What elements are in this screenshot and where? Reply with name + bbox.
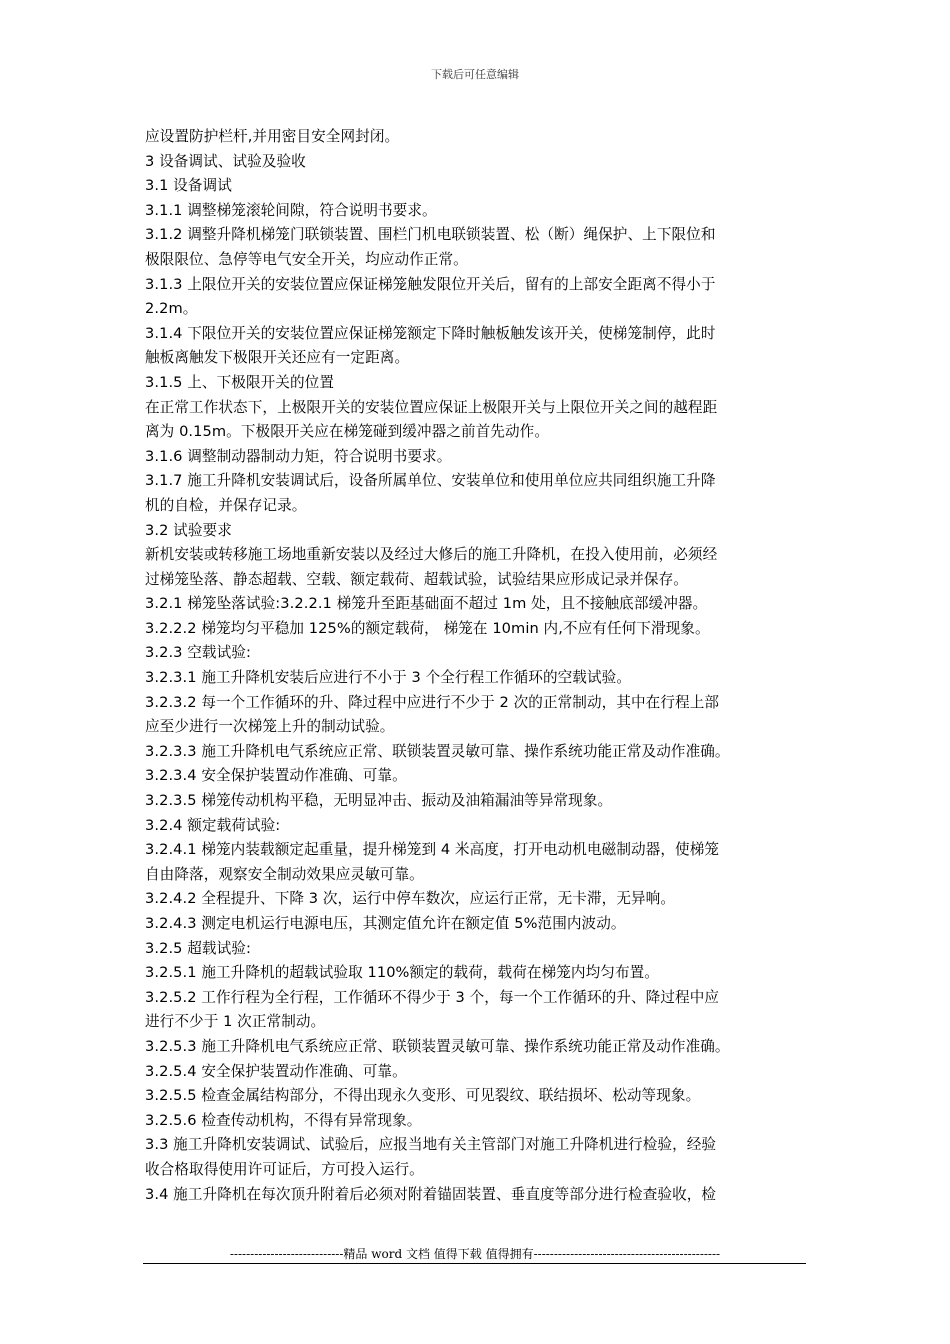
text-line: 3 设备调试、试验及验收 (145, 152, 306, 170)
text-line: 3.2.4 额定载荷试验: (145, 816, 281, 834)
text-line: 3.2.3.3 施工升降机电气系统应正常、联锁装置灵敏可靠、操作系统功能正常及动作准确。 (145, 742, 730, 760)
text-line: 3.2.3.5 梯笼传动机构平稳，无明显冲击、振动及油箱漏油等异常现象。 (145, 792, 613, 810)
text-line: 3.3 施工升降机安装调试、试验后，应报当地有关主管部门对施工升降机进行检验，经验 (145, 1136, 717, 1154)
text-line: 收合格取得使用许可证后，方可投入运行。 (145, 1160, 424, 1178)
text-line: 3.2.5.3 施工升降机电气系统应正常、联锁装置灵敏可靠、操作系统功能正常及动作准确。 (145, 1037, 730, 1055)
text-line: 3.2.5.6 检查传动机构，不得有异常现象。 (145, 1111, 422, 1129)
page-footer: ----------------------------精品 word 文档 值得下载 值得拥有---------------------------------------------- (229, 1247, 721, 1261)
text-line: 3.2.4.1 梯笼内装载额定起重量，提升梯笼到 4 米高度，打开电动机电磁制动器，使梯笼 (145, 841, 720, 859)
text-line: 3.1.1 调整梯笼滚轮间隙，符合说明书要求。 (145, 201, 437, 219)
text-line: 3.2.5 超载试验: (145, 939, 251, 957)
text-line: 3.2.3.2 每一个工作循环的升、降过程中应进行不少于 2 次的正常制动，其中在行程上部 (145, 693, 720, 711)
text-line: 过梯笼坠落、静态超载、空载、额定载荷、超载试验，试验结果应形成记录并保存。 (145, 570, 688, 588)
text-line: 应至少进行一次梯笼上升的制动试验。 (145, 718, 395, 736)
text-line: 触板离触发下极限开关还应有一定距离。 (145, 349, 410, 367)
text-line: 3.2 试验要求 (145, 521, 232, 539)
text-line: 极限限位、急停等电气安全开关，均应动作正常。 (145, 250, 468, 268)
text-line: 3.1.2 调整升降机梯笼门联锁装置、围栏门机电联锁装置、松（断）绳保护、上下限位和 (145, 226, 716, 244)
text-line: 2.2m。 (145, 300, 198, 318)
text-line: 3.2.5.2 工作行程为全行程，工作循环不得少于 3 个，每一个工作循环的升、降过程中应 (145, 988, 720, 1006)
text-line: 3.1 设备调试 (145, 177, 232, 195)
text-line: 3.2.5.4 安全保护装置动作准确、可靠。 (145, 1062, 407, 1080)
text-line: 新机安装或转移施工场地重新安装以及经过大修后的施工升降机，在投入使用前，必须经 (145, 546, 718, 564)
text-line: 进行不少于 1 次正常制动。 (145, 1013, 326, 1031)
text-line: 3.2.3.1 施工升降机安装后应进行不小于 3 个全行程工作循环的空载试验。 (145, 669, 632, 687)
text-line: 3.1.7 施工升降机安装调试后，设备所属单位、安装单位和使用单位应共同组织施工升降 (145, 472, 716, 490)
text-line: 机的自检，并保存记录。 (145, 496, 307, 514)
footer-divider (143, 1263, 806, 1264)
text-line: 3.2.2.2 梯笼均匀平稳加 125%的额定载荷， 梯笼在 10min 内,不应有任何下滑现象。 (145, 619, 710, 637)
text-line: 3.2.4.2 全程提升、下降 3 次，运行中停车数次，应运行正常，无卡滞，无异响。 (145, 890, 676, 908)
text-line: 3.1.3 上限位开关的安装位置应保证梯笼触发限位开关后，留有的上部安全距离不得小于 (145, 275, 716, 293)
text-line: 在正常工作状态下，上极限开关的安装位置应保证上极限开关与上限位开关之间的越程距 (145, 398, 718, 416)
page-header: 下载后可任意编辑 (431, 68, 519, 81)
text-line: 3.1.6 调整制动器制动力矩，符合说明书要求。 (145, 447, 452, 465)
text-line: 3.2.5.5 检查金属结构部分，不得出现永久变形、可见裂纹、联结损坏、松动等现象。 (145, 1087, 701, 1105)
text-line: 自由降落，观察安全制动效果应灵敏可靠。 (145, 865, 424, 883)
text-line: 3.1.4 下限位开关的安装位置应保证梯笼额定下降时触板触发该开关，使梯笼制停，此时 (145, 324, 716, 342)
document-body (145, 125, 810, 1207)
text-line: 应设置防护栏杆,并用密目安全网封闭。 (145, 128, 400, 145)
text-line: 离为 0.15m。下极限开关应在梯笼碰到缓冲器之前首先动作。 (145, 423, 550, 441)
text-line: 3.2.1 梯笼坠落试验:3.2.2.1 梯笼升至距基础面不超过 1m 处，且不接触底部缓冲器。 (145, 595, 708, 613)
text-line: 3.1.5 上、下极限开关的位置 (145, 373, 334, 391)
text-line: 3.2.4.3 测定电机运行电源电压，其测定值允许在额定值 5%范围内波动。 (145, 915, 626, 932)
text-line: 3.4 施工升降机在每次顶升附着后必须对附着锚固装置、垂直度等部分进行检查验收，检 (145, 1185, 717, 1203)
text-line: 3.2.3 空载试验: (145, 644, 251, 662)
text-line: 3.2.3.4 安全保护装置动作准确、可靠。 (145, 767, 407, 785)
text-line: 3.2.5.1 施工升降机的超载试验取 110%额定的载荷，载荷在梯笼内均匀布置。 (145, 964, 659, 982)
